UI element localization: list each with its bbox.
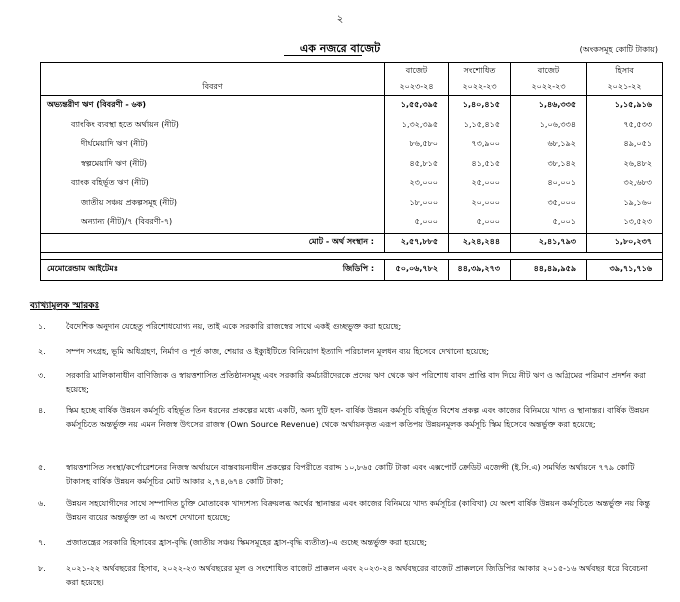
table-row xyxy=(41,135,663,155)
note-number: ১. xyxy=(38,322,46,331)
cell-value: ৫,০০১ xyxy=(511,213,587,233)
col-year-3: ২০২২-২৩ xyxy=(511,79,587,96)
total-value: ২,৫৭,৮৮৫ xyxy=(385,233,449,252)
cell-value: ১,৫৫,৩৯৫ xyxy=(385,96,449,116)
col-label-cell xyxy=(41,63,385,80)
table-row xyxy=(41,116,663,136)
budget-table xyxy=(40,62,663,281)
cell-value: ৪১,৫১৫ xyxy=(449,155,511,175)
note-item xyxy=(38,562,658,590)
cell-value: ১,৪৬,৩৩৫ xyxy=(511,96,587,116)
note-number: ৪. xyxy=(38,406,46,415)
note-number: ৬. xyxy=(38,499,46,508)
note-number: ৫. xyxy=(38,463,46,472)
notes-title: ব্যাখ্যামূলক স্মারকঃ xyxy=(30,301,100,311)
table-row xyxy=(41,213,663,233)
row-label: অন্যান্য (নীট)/৭ (বিবরণী-৭) xyxy=(41,213,385,233)
table-header-row xyxy=(41,63,663,80)
note-number: ৮. xyxy=(38,564,46,573)
cell-value: ১,১৫,৪১৫ xyxy=(449,116,511,136)
col-label: বিবরণ xyxy=(41,79,385,96)
note-text: স্বায়ত্তশাসিত সংস্থা/কর্পোরেশনের নিজস্ব অর্থায়নে বাস্তবায়নাধীন প্রকল্পের বিপরীতে বরাদ্দ ১০,৮৬৫ কোটি টাকা এবং এক্সপোর্ট ক্রেডিট এজেন্সী (ই.সি.এ) সমর্থিত অর্থায়নে ৭৭৯ কোটি টাকাসহ বার্ষিক উন্নয়ন কর্মসূচির মোট আকার ২,৭৪,৬৭৪ কোটি টাকা; xyxy=(66,463,635,486)
note-text: বৈদেশিক অনুদান যেহেতু পরিশোধযোগ্য নয়, তাই একে সরকারি রাজস্বের সাথে একই গুচ্ছভুক্ত করা হয়েছে; xyxy=(66,322,402,331)
title-underline xyxy=(284,55,362,56)
note-number: ২. xyxy=(38,347,46,356)
memo-row xyxy=(41,259,663,280)
table-gap-row xyxy=(41,252,663,259)
note-item xyxy=(38,369,658,397)
cell-value: ৩২,৬৮৩ xyxy=(587,174,663,194)
memo-label: মেমোরেন্ডাম আইটেমঃ xyxy=(41,259,231,280)
total-value: ২,২৪,২৪৪ xyxy=(449,233,511,252)
table-row xyxy=(41,96,663,116)
cell-value: ১,৩২,৩৯৫ xyxy=(385,116,449,136)
cell-value: ৪৫,৮১৫ xyxy=(385,155,449,175)
row-label: অভ্যন্তরীণ ঋণ (বিবরণী - ৬ক) xyxy=(41,96,385,116)
cell-value: ৪০,০০১ xyxy=(511,174,587,194)
note-item xyxy=(38,497,658,525)
total-value: ১,৮০,২৩৭ xyxy=(587,233,663,252)
total-row xyxy=(41,233,663,252)
cell-value: ১,৪০,৪১৫ xyxy=(449,96,511,116)
total-value: ২,৪১,৭৯৩ xyxy=(511,233,587,252)
cell-value: ৭৩,৯০০ xyxy=(449,135,511,155)
row-label: দীর্ঘমেয়াদি ঋণ (নীট) xyxy=(41,135,385,155)
cell-value: ৩৫,০০০ xyxy=(511,194,587,214)
col-year-4: ২০২১-২২ xyxy=(587,79,663,96)
cell-value: ৩৮,১৪২ xyxy=(511,155,587,175)
memo-value: ৪৪,৪৯,৯৫৯ xyxy=(511,259,587,280)
col-year-1: ২০২৩-২৪ xyxy=(385,79,449,96)
note-item xyxy=(38,536,658,550)
note-item xyxy=(38,461,658,489)
memo-value: ৩৯,৭১,৭১৬ xyxy=(587,259,663,280)
unit-note: (অংকসমূহ কোটি টাকায়) xyxy=(579,45,658,54)
note-item xyxy=(38,404,658,432)
cell-value: ১৯,১৬০ xyxy=(587,194,663,214)
memo-value: ৪৪,৩৯,২৭৩ xyxy=(449,259,511,280)
cell-value: ১,১৫,৯১৬ xyxy=(587,96,663,116)
cell-value: ২৬,৪৮২ xyxy=(587,155,663,175)
memo-value: ৫০,০৬,৭৮২ xyxy=(385,259,449,280)
table-header-row-label xyxy=(41,79,663,96)
cell-value: ৫,০০০ xyxy=(385,213,449,233)
cell-value: ৫,০০০ xyxy=(449,213,511,233)
cell-value: ৪৯,০৫১ xyxy=(587,135,663,155)
cell-value: ৭৫,৫৩৩ xyxy=(587,116,663,136)
note-item xyxy=(38,320,658,334)
col-header-4: হিসাব xyxy=(587,63,663,80)
row-label: স্বল্পমেয়াদি ঋণ (নীট) xyxy=(41,155,385,175)
page-title: এক নজরে বাজেট xyxy=(299,42,381,55)
note-text: স্কিম হচ্ছে বার্ষিক উন্নয়ন কর্মসূচি বহির্ভূত তিন ধরনের প্রকল্পের মধ্যে একটি, অন্য দুটি হল- বার্ষিক উন্নয়ন কর্মসূচি বহির্ভূত বিশেষ প্রকল্প এবং কাজের বিনিময়ে খাদ্য ও স্থানান্তর। বার্ষিক উন্নয়ন কর্মসূচিতে অন্তর্ভুক্ত নয় এমন নিজস্ব উৎসের রাজস্ব (Own Source Revenue) থেকে অর্থায়নকৃত এরূপ কতিপয় উন্নয়নমূলক কর্মসূচি স্কিম হিসেবে অন্তর্ভুক্ত করা হয়েছে; xyxy=(66,406,650,429)
col-header-3: বাজেট xyxy=(511,63,587,80)
note-item xyxy=(38,345,658,359)
col-year-2: ২০২২-২৩ xyxy=(449,79,511,96)
table-row xyxy=(41,174,663,194)
col-header-1: বাজেট xyxy=(385,63,449,80)
total-label: মোট - অর্থ সংস্থান : xyxy=(41,233,385,252)
page-number: ২ xyxy=(336,14,344,25)
row-label: ব্যাংকিং ব্যবস্থা হতে অর্থায়ন (নীট) xyxy=(41,116,385,136)
cell-value: ১৩,৫২৩ xyxy=(587,213,663,233)
note-number: ৭. xyxy=(38,538,46,547)
cell-value: ২৩,০০০ xyxy=(385,174,449,194)
cell-value: ২৫,০০০ xyxy=(449,174,511,194)
cell-value: ১৮,০০০ xyxy=(385,194,449,214)
memo-sublabel: জিডিপি : xyxy=(231,259,385,280)
note-number: ৩. xyxy=(38,371,46,380)
table-row xyxy=(41,194,663,214)
table-row xyxy=(41,155,663,175)
note-text: সরকারি মালিকানাধীন বাণিজ্যিক ও স্বায়ত্তশাসিত প্রতিষ্ঠানসমূহ এবং সরকারি কর্মচারীদেরকে প্রদেয় ঋণ থেকে ঋণ পরিশোধ বাবদ প্রাপ্তি বাদ দিয়ে নীট ঋণ ও অগ্রিমের পরিমাণ প্রদর্শন করা হয়েছে; xyxy=(66,371,646,394)
cell-value: ৮৬,৫৮০ xyxy=(385,135,449,155)
col-header-2: সংশোধিত xyxy=(449,63,511,80)
note-text: ২০২১-২২ অর্থবছরের হিসাব, ২০২২-২৩ অর্থবছরের মূল ও সংশোধিত বাজেট প্রাক্কলন এবং ২০২৩-২৪ অর্থবছরের বাজেট প্রাক্কলনে জিডিপির আকার ২০১৫-১৬ অর্থবছর ধরে বিবেচনা করা হয়েছে। xyxy=(66,564,648,587)
note-text: সম্পদ সংগ্রহ, ভূমি অধিগ্রহণ, নির্মাণ ও পূর্ত কাজ, শেয়ার ও ইক্যুইটিতে বিনিয়োগ ইত্যাদি পরিচালন মূলধন ব্যয় হিসেবে দেখানো হয়েছে; xyxy=(66,347,490,356)
note-text: উন্নয়ন সহযোগীদের সাথে সম্পাদিত চুক্তি মোতাবেক খাদ্যশস্য বিক্রয়লব্ধ অর্থের স্থানান্তর এবং কাজের বিনিময়ে খাদ্য কর্মসূচির (কাবিখা) যে অংশ বার্ষিক উন্নয়ন কর্মসূচিতে অন্তর্ভুক্ত নয় কিন্তু উন্নয়ন ব্যয়ের অন্তর্ভুক্ত তা এ অংশে দেখানো হয়েছে; xyxy=(66,499,650,522)
cell-value: ২০,০০০ xyxy=(449,194,511,214)
cell-value: ১,০৬,৩৩৪ xyxy=(511,116,587,136)
row-label: ব্যাংক বহির্ভূত ঋণ (নীট) xyxy=(41,174,385,194)
cell-value: ৬৮,১৯২ xyxy=(511,135,587,155)
note-text: প্রজাতন্ত্রের সরকারি হিসাবের হ্রাস-বৃদ্ধি (জাতীয় সঞ্চয় স্কিমসমূহের হ্রাস-বৃদ্ধি ব্যতীত)-এ গুচ্ছে অন্তর্ভুক্ত করা হয়েছে; xyxy=(66,538,428,547)
row-label: জাতীয় সঞ্চয় প্রকল্পসমূহ (নীট) xyxy=(41,194,385,214)
